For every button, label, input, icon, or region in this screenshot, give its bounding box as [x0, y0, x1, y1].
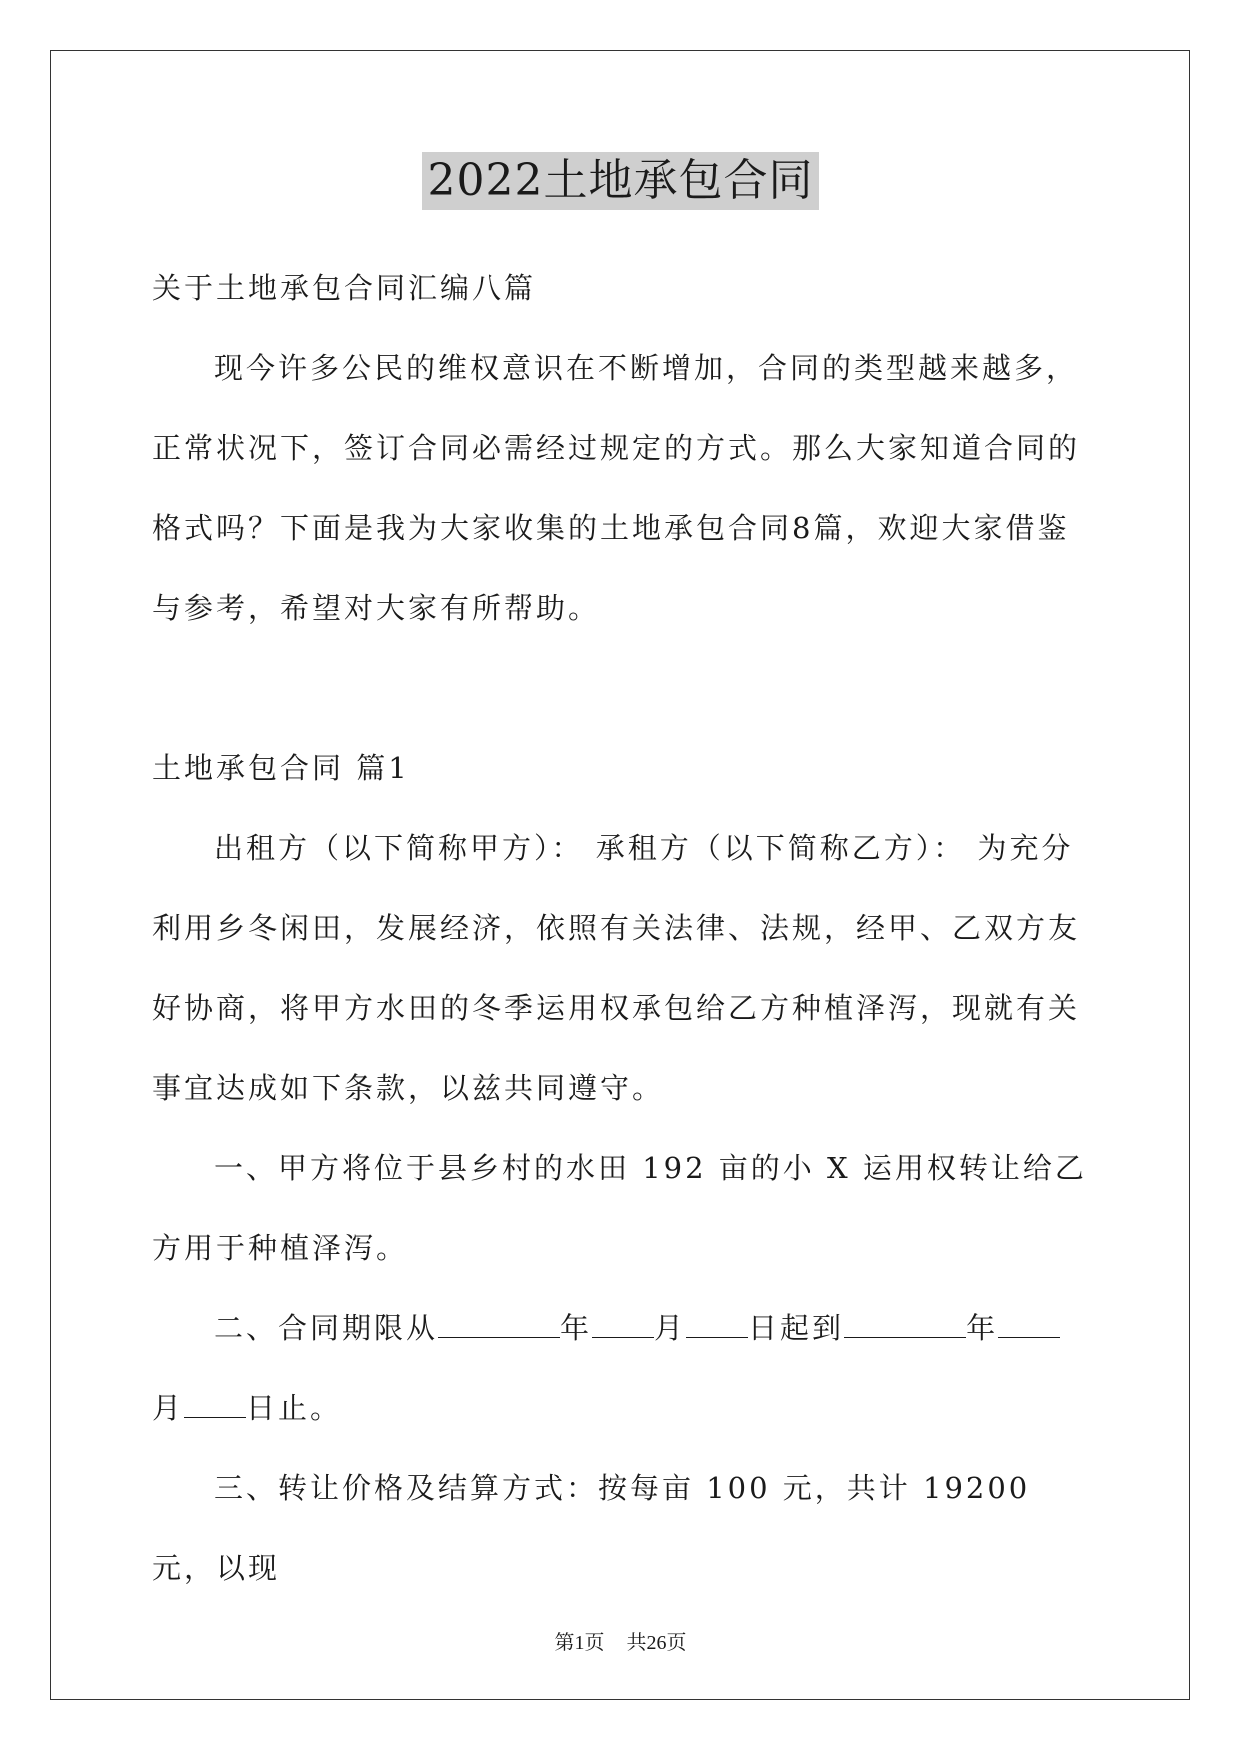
total-prefix: 共	[626, 1630, 647, 1654]
title-container	[0, 152, 1241, 210]
clause-two-until-label: 日起到	[748, 1311, 845, 1345]
paragraph-gap	[152, 648, 1092, 728]
clause-three: 三、转让价格及结算方式：按每亩 100 元，共计 19200 元，以现	[152, 1471, 1031, 1585]
page-number: 1	[574, 1632, 585, 1654]
page-prefix: 第	[554, 1630, 575, 1654]
end-month-blank	[998, 1311, 1060, 1338]
document-title: 2022土地承包合同	[422, 152, 820, 210]
clause-two-end-label: 日止。	[246, 1391, 343, 1425]
document-body	[152, 248, 1092, 1608]
clause-two-text: 二、合同期限从	[214, 1311, 439, 1345]
start-year-blank	[438, 1311, 560, 1338]
clause-two	[152, 1288, 1092, 1448]
subtitle: 关于土地承包合同汇编八篇	[152, 271, 537, 305]
page-suffix: 页	[584, 1630, 605, 1654]
clause-two-year-label: 年	[560, 1311, 593, 1345]
intro-paragraph: 现今许多公民的维权意识在不断增加，合同的类型越来越多，正常状况下，签订合同必需经过规定的方式。那么大家知道合同的格式吗？下面是我为大家收集的土地承包合同8篇，欢迎大家借鉴与参考，希望对大家有所帮助。	[152, 351, 1081, 625]
clause-two-end-year-label: 年	[966, 1311, 999, 1345]
contract-parties-paragraph: 出租方（以下简称甲方）： 承租方（以下简称乙方）： 为充分利用乡冬闲田，发展经济，依照有关法律、法规，经甲、乙双方友好协商，将甲方水田的冬季运用权承包给乙方种植泽泻，现就有关事宜达成如下条款，以兹共同遵守。	[152, 831, 1081, 1105]
clause-two-end-month-label: 月	[152, 1391, 185, 1425]
page-footer	[0, 1628, 1241, 1657]
start-month-blank	[592, 1311, 654, 1338]
end-year-blank	[844, 1311, 966, 1338]
clause-two-month-label: 月	[654, 1311, 687, 1345]
section-heading: 土地承包合同 篇1	[152, 751, 410, 785]
page-total: 26	[646, 1632, 667, 1654]
start-day-blank	[686, 1311, 748, 1338]
clause-one: 一、甲方将位于县乡村的水田 192 亩的小 X 运用权转让给乙方用于种植泽泻。	[152, 1151, 1087, 1265]
total-suffix: 页	[666, 1630, 687, 1654]
end-day-blank	[184, 1391, 246, 1418]
